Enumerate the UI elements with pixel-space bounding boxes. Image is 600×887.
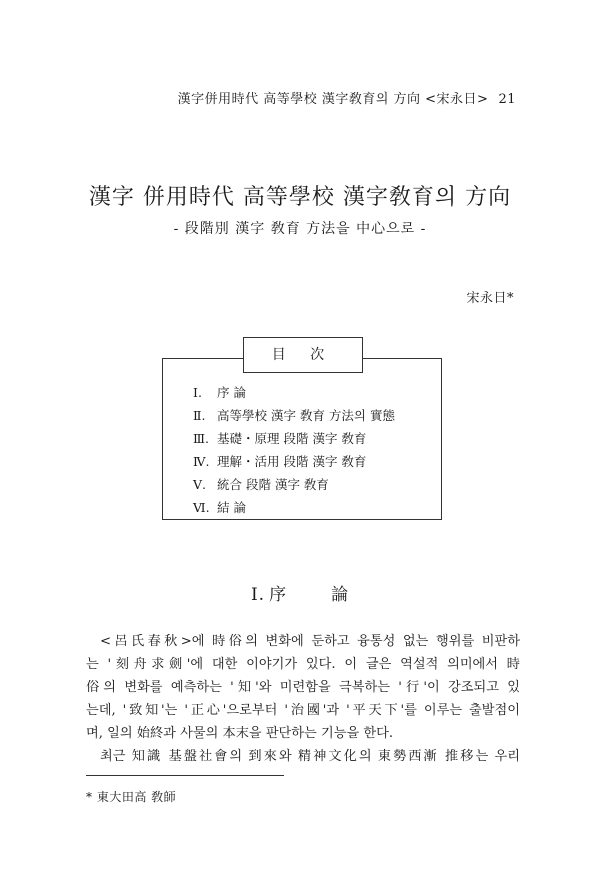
- toc-item-label: 理解・活用 段階 漢字 敎育: [217, 454, 367, 469]
- running-head: [178, 88, 516, 107]
- body-paragraph: [86, 630, 520, 768]
- toc-list: [193, 381, 395, 519]
- body-line: 는 '刻舟求劍'에 대한 이야기가 있다. 이 글은 역설적 의미에서 時: [86, 657, 520, 672]
- toc-item-number: Ⅳ.: [193, 454, 210, 469]
- toc-heading: 目 次: [243, 337, 363, 373]
- toc-item-label: 高等學校 漢字 敎育 方法의 實態: [217, 408, 395, 423]
- toc-item-number: Ⅰ.: [193, 385, 202, 400]
- footnote-divider: [86, 775, 284, 776]
- article-subtitle: - 段階別 漢字 敎育 方法을 中心으로 -: [173, 221, 427, 237]
- toc-item-label: 統合 段階 漢字 敎育: [217, 477, 329, 492]
- toc-item-label: 結 論: [217, 500, 246, 515]
- toc-item: [193, 473, 395, 496]
- toc-item: [193, 450, 395, 473]
- body-line: <呂氏春秋>에 時俗의 변화에 둔하고 융통성 없는 행위를 비판하: [100, 634, 520, 649]
- body-line: 최근 知識 基盤社會의 到來와 精神文化의 東勢西漸 推移는 우리: [100, 749, 520, 764]
- running-head-text: 漢字併用時代 高等學校 漢字敎育의 方向 <宋永日>: [177, 92, 489, 107]
- footnote: * 東大田高 敎師: [86, 790, 177, 804]
- article-title: 漢字 併用時代 高等學校 漢字敎育의 方向: [88, 185, 512, 210]
- toc-item-number: Ⅱ.: [193, 408, 206, 423]
- toc-item: [193, 381, 395, 404]
- section-title-word: 序: [269, 585, 288, 605]
- toc-item: [193, 404, 395, 427]
- author-name: 宋永日*: [466, 291, 514, 306]
- toc-item-label: 基礎・原理 段階 漢字 敎育: [217, 431, 367, 446]
- toc-item-label: 序 論: [217, 385, 246, 400]
- section-title-word: 論: [331, 585, 350, 605]
- body-line: 며, 일의 始終과 사물의 本末을 판단하는 기능을 한다.: [86, 726, 394, 741]
- toc-item-number: Ⅵ.: [193, 500, 210, 515]
- toc-item: [193, 496, 395, 519]
- toc-item: [193, 427, 395, 450]
- body-line: 는데, '致知'는 '正心'으로부터 '治國'과 '平天下'를 이루는 출발점이: [86, 703, 520, 718]
- toc-item-number: Ⅲ.: [193, 431, 210, 446]
- section-heading: [0, 580, 600, 605]
- body-line: 俗의 변화를 예측하는 '知'와 미련함을 극복하는 '行'이 강조되고 있: [86, 680, 520, 695]
- toc-item-number: Ⅴ.: [193, 477, 207, 492]
- section-number: Ⅰ.: [250, 585, 266, 605]
- page-number: 21: [498, 92, 516, 107]
- table-of-contents: [162, 347, 442, 520]
